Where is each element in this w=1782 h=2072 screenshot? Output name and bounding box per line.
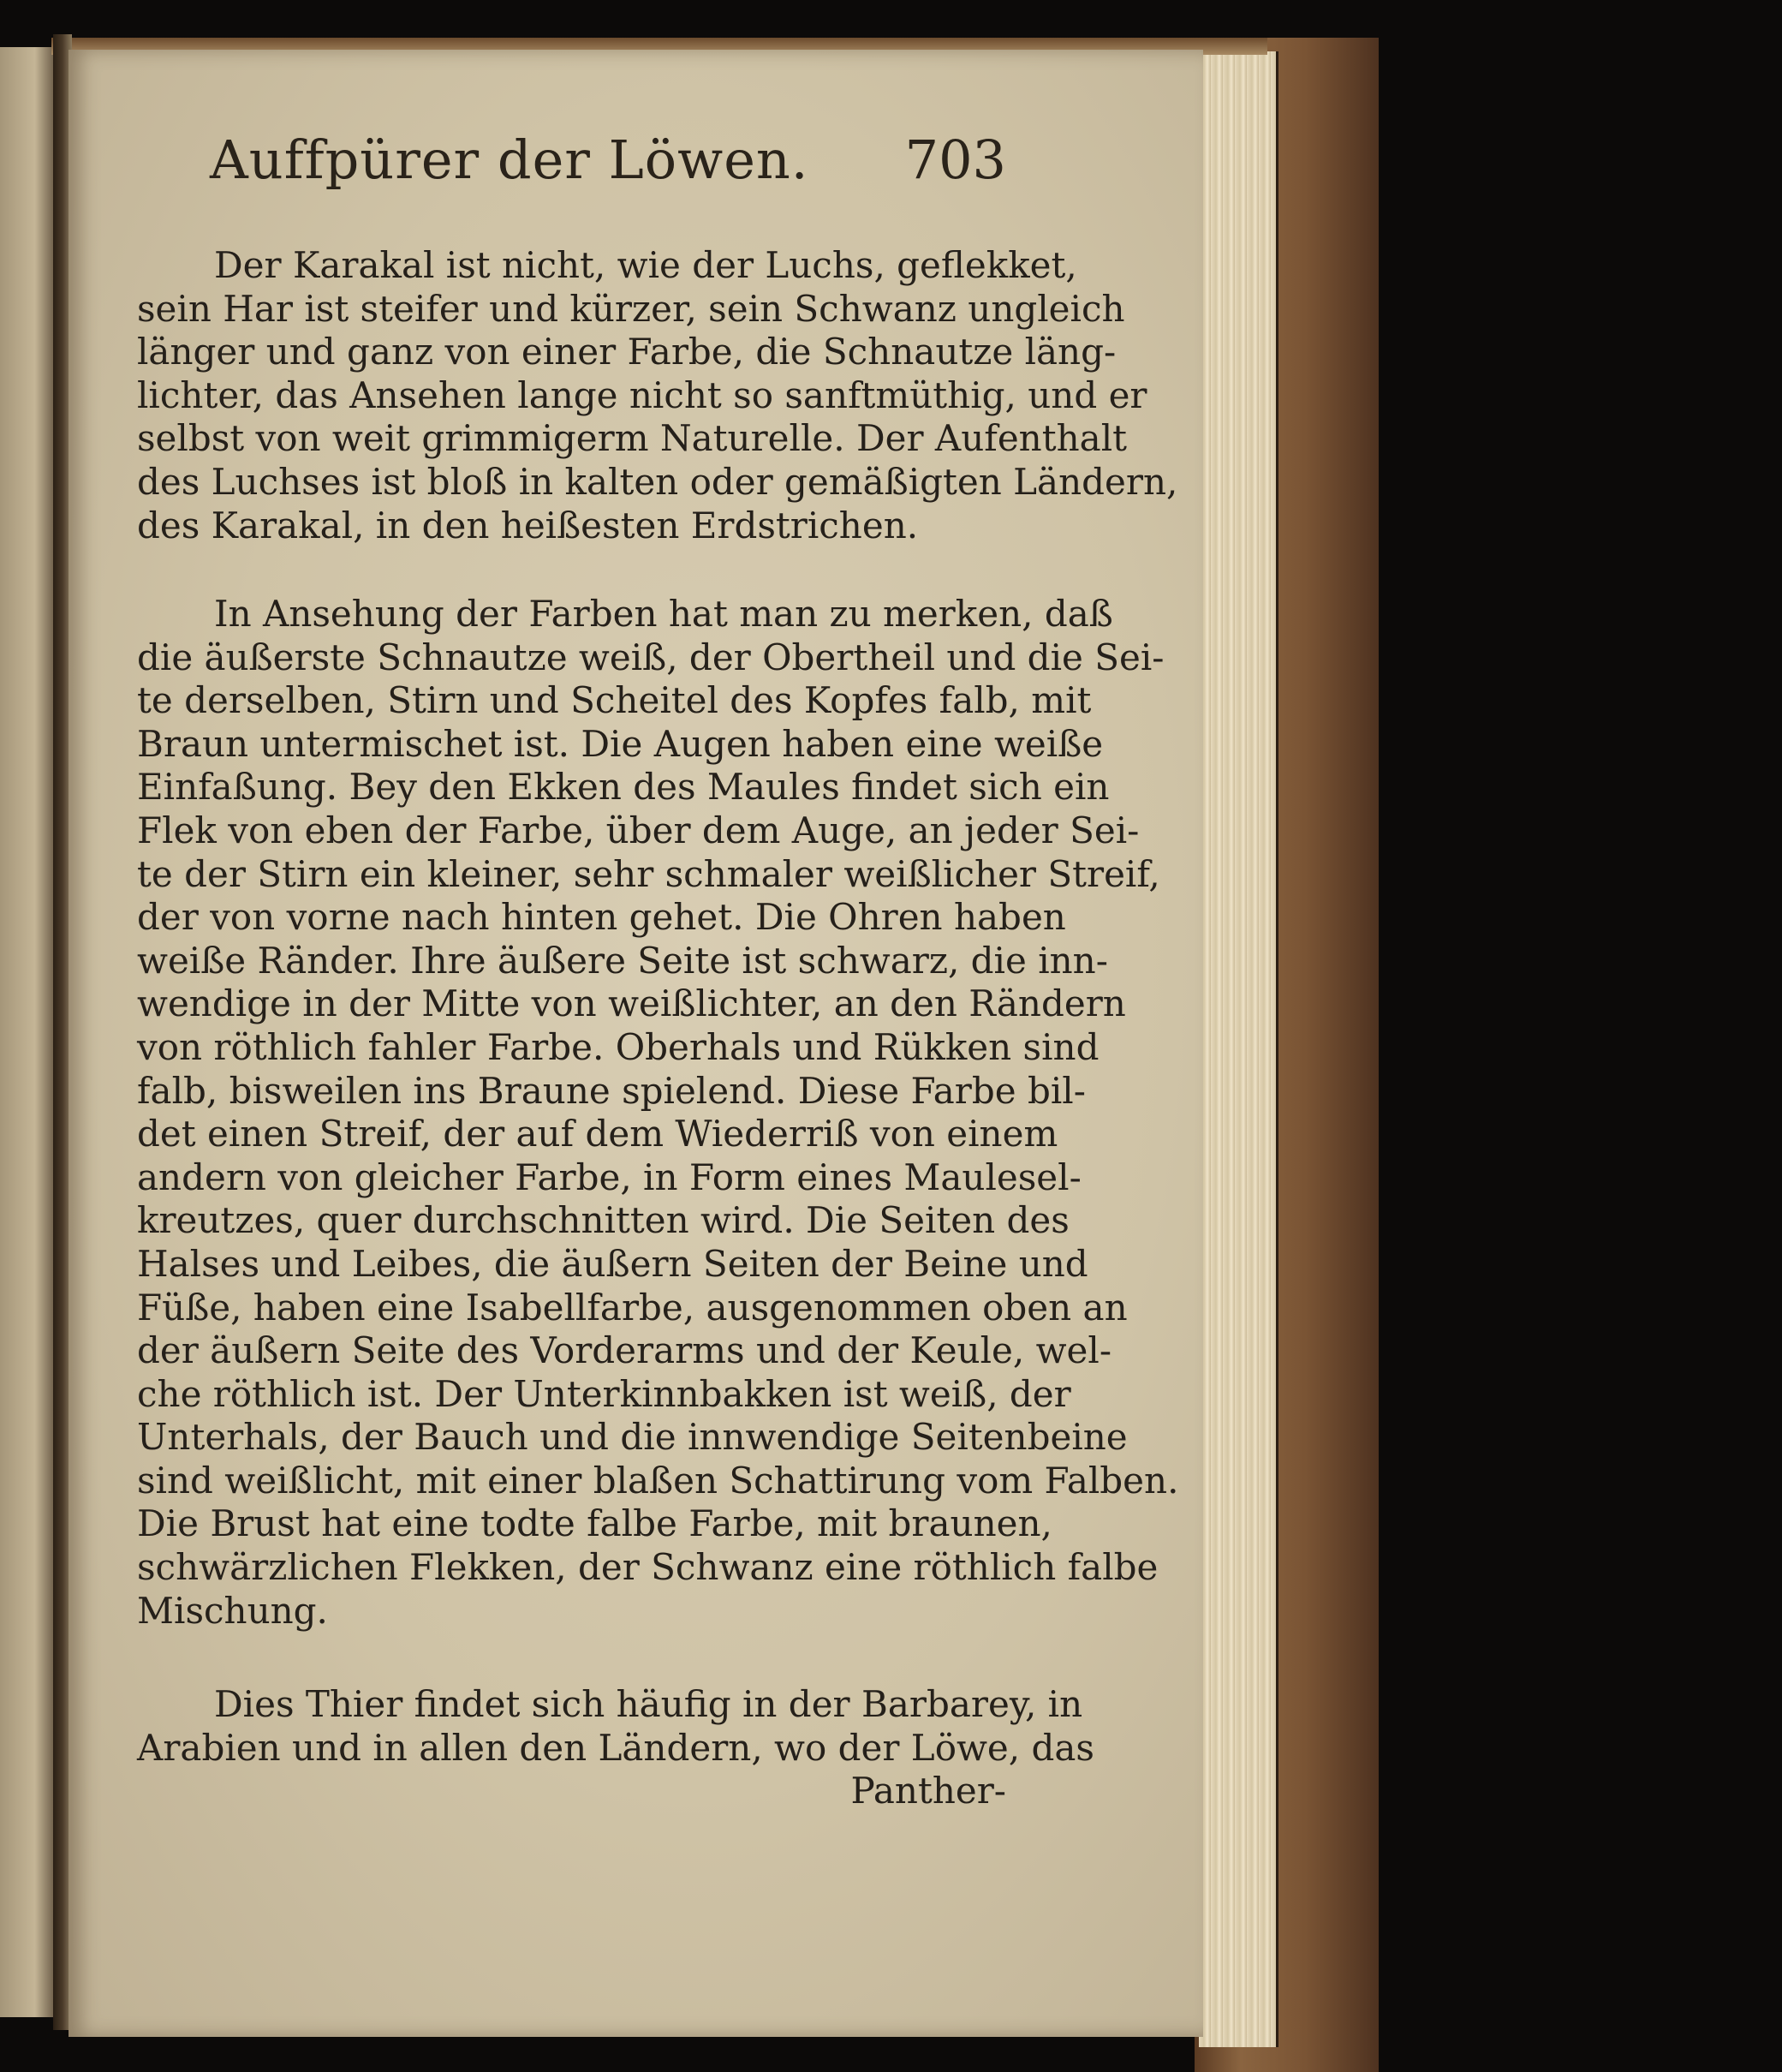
paragraph: [137, 593, 1179, 1633]
text-line: Braun untermischet ist. Die Augen haben eine weiße: [137, 722, 1104, 765]
text-line: die äußerste Schnautze weiß, der Obertheil und die Sei-: [137, 636, 1165, 678]
text-line: te der Stirn ein kleiner, sehr schmaler weißlicher Streif,: [137, 852, 1160, 895]
paragraph: [137, 244, 1178, 547]
text-line: von röthlich fahler Farbe. Oberhals und Rükken sind: [137, 1025, 1100, 1068]
text-line: Füße, haben eine Isabellfarbe, ausgenommen oben an: [137, 1286, 1128, 1329]
text-line: sind weißlicht, mit einer blaßen Schattirung vom Falben.: [137, 1459, 1179, 1502]
page-number: 703: [904, 128, 1006, 191]
text-line: Mischung.: [137, 1589, 328, 1632]
text-line: wendige in der Mitte von weißlichter, an den Rändern: [137, 982, 1126, 1025]
page-header: [210, 128, 1006, 214]
text-line: Flek von eben der Farbe, über dem Auge, an jeder Sei-: [137, 809, 1140, 851]
text-line: Halses und Leibes, die äußern Seiten der Beine und: [137, 1242, 1088, 1285]
text-line: falb, bisweilen ins Braune spielend. Diese Farbe bil-: [137, 1069, 1086, 1112]
text-line: che röthlich ist. Der Unterkinnbakken ist weiß, der: [137, 1372, 1071, 1415]
text-line: Unterhals, der Bauch und die innwendige Seitenbeine: [137, 1416, 1128, 1459]
text-line: der von vorne nach hinten gehet. Die Ohren haben: [137, 896, 1066, 939]
paragraph: [137, 1683, 1094, 1813]
text-line: Einfaßung. Bey den Ekken des Maules findet sich ein: [137, 766, 1110, 809]
text-line: Arabien und in allen den Ländern, wo der Löwe, das: [137, 1726, 1094, 1769]
text-line: andern von gleicher Farbe, in Form eines Maulesel-: [137, 1155, 1082, 1198]
text-line: Die Brust hat eine todte falbe Farbe, mit braunen,: [137, 1502, 1052, 1545]
page-fore-edge: [1199, 51, 1278, 2047]
text-line: In Ansehung der Farben hat man zu merken, daß: [214, 593, 1113, 635]
text-line: kreutzes, quer durchschnitten wird. Die Seiten des: [137, 1199, 1070, 1242]
text-line: det einen Streif, der auf dem Wiederriß von einem: [137, 1113, 1058, 1155]
text-line: des Karakal, in den heißesten Erdstrichen.: [137, 504, 919, 546]
text-line: te derselben, Stirn und Scheitel des Kopfes falb, mit: [137, 679, 1092, 722]
text-line: weiße Ränder. Ihre äußere Seite ist schwarz, die inn-: [137, 939, 1108, 982]
text-line: Dies Thier findet sich häufig in der Barbarey, in: [214, 1683, 1083, 1725]
catchword: Panther-: [850, 1770, 1006, 1812]
text-line: lichter, das Ansehen lange nicht so sanftmüthig, und er: [137, 373, 1147, 416]
facing-page-edge: [0, 47, 58, 2017]
running-head: Auffpürer der Löwen.: [210, 128, 809, 191]
text-line: schwärzlichen Flekken, der Schwanz eine röthlich falbe: [137, 1546, 1159, 1589]
text-line: selbst von weit grimmigerm Naturelle. Der Aufenthalt: [137, 417, 1128, 460]
text-line: des Luchses ist bloß in kalten oder gemäßigten Ländern,: [137, 460, 1178, 503]
text-line: der äußern Seite des Vorderarms und der Keule, wel-: [137, 1329, 1112, 1372]
text-line: länger und ganz von einer Farbe, die Schnautze läng-: [137, 331, 1117, 373]
text-line: Der Karakal ist nicht, wie der Luchs, geflekket,: [214, 244, 1077, 286]
text-line: sein Har ist steifer und kürzer, sein Schwanz ungleich: [137, 287, 1125, 330]
